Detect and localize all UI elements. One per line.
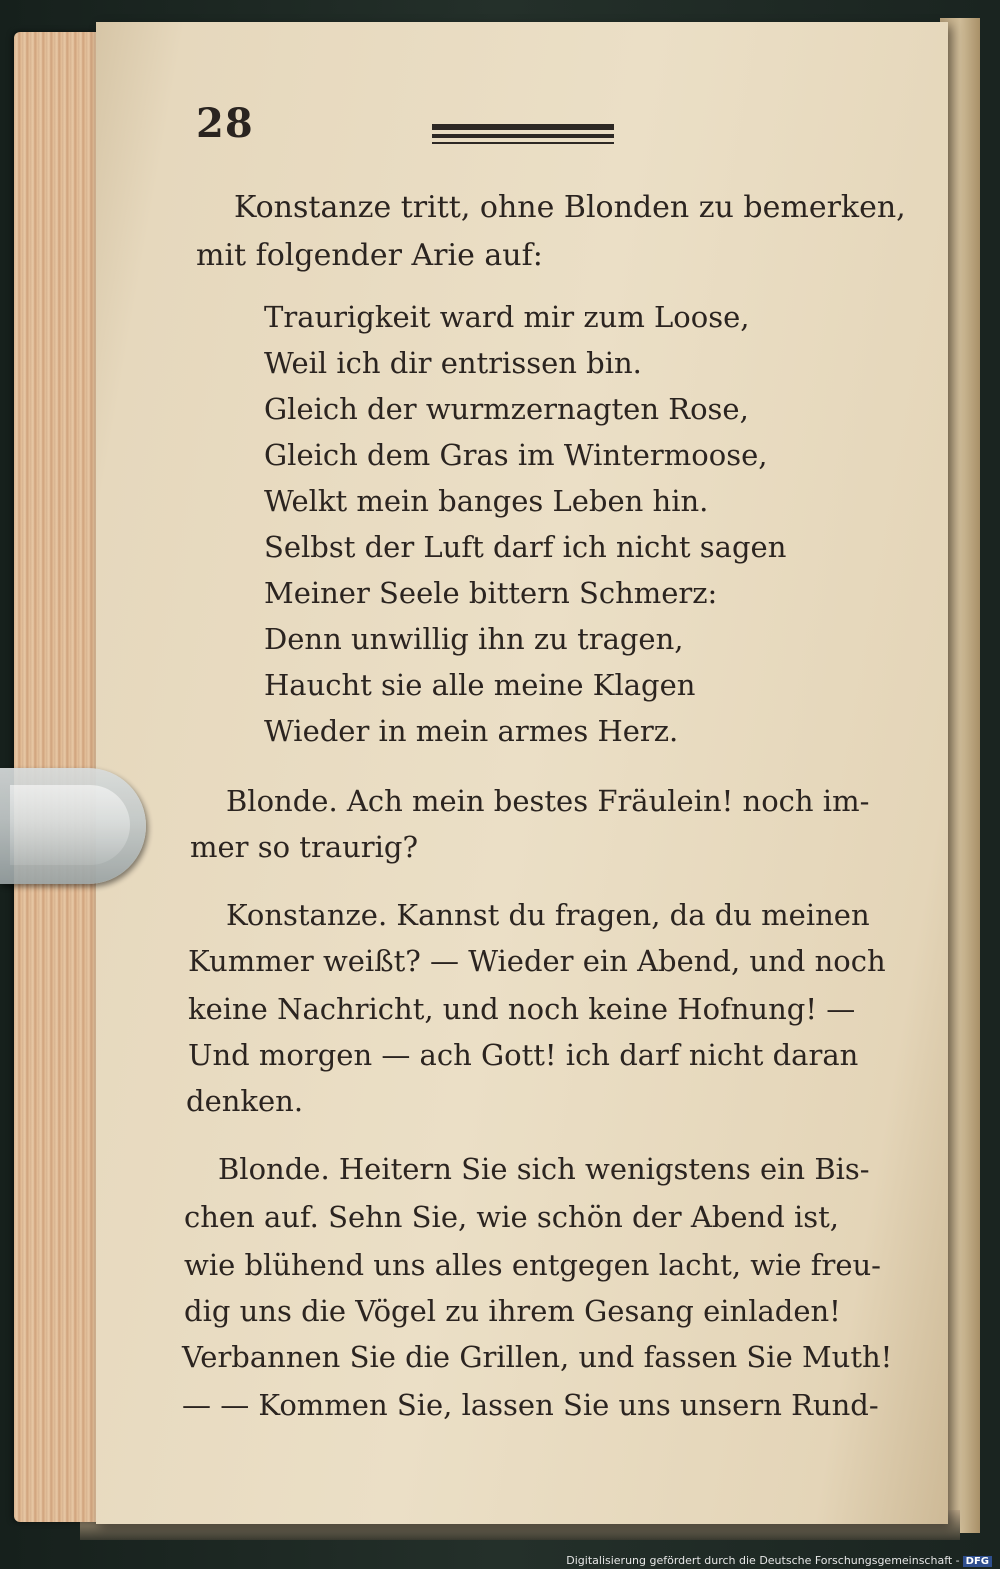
digitization-credit [566,1554,992,1567]
aria-line-8: Denn unwillig ihn zu tragen, [264,622,684,656]
dialogue-konstanze-line-5: denken. [186,1084,304,1118]
dialogue-blonde-1-line-2: mer so traurig? [190,830,419,864]
page-clip-highlight [10,785,130,865]
stage-direction-line-2: mit folgender Arie auf: [196,238,543,273]
dialogue-blonde-2-line-3: wie blühend uns alles entgegen lacht, wie freu- [184,1248,881,1282]
dialogue-konstanze-line-3: keine Nachricht, und noch keine Hofnung! — [188,992,856,1026]
credit-text: Digitalisierung gefördert durch die Deutsche Forschungsgemeinschaft - [566,1554,960,1567]
page-number: 28 [196,100,254,147]
aria-line-10: Wieder in mein armes Herz. [264,714,679,748]
aria-line-6: Selbst der Luft darf ich nicht sagen [264,530,787,564]
aria-line-2: Weil ich dir entrissen bin. [264,346,642,380]
dfg-logo: DFG [963,1556,992,1567]
aria-line-1: Traurigkeit ward mir zum Loose, [264,300,750,334]
header-rule [432,124,614,150]
dialogue-konstanze-line-4: Und morgen — ach Gott! ich darf nicht daran [188,1038,859,1072]
stage-direction-line-1: Konstanze tritt, ohne Blonden zu bemerken, [234,190,906,225]
dialogue-konstanze-line-2: Kummer weißt? — Wieder ein Abend, und noch [188,944,886,978]
aria-line-9: Haucht sie alle meine Klagen [264,668,696,702]
aria-line-3: Gleich der wurmzernagten Rose, [264,392,749,426]
aria-line-7: Meiner Seele bittern Schmerz: [264,576,718,610]
dialogue-blonde-2-line-1: Blonde. Heitern Sie sich wenigstens ein Bis- [218,1152,870,1186]
aria-line-4: Gleich dem Gras im Wintermoose, [264,438,768,472]
dialogue-konstanze-line-1: Konstanze. Kannst du fragen, da du meinen [226,898,870,932]
dialogue-blonde-1-line-1: Blonde. Ach mein bestes Fräulein! noch im- [226,784,870,818]
dialogue-blonde-2-line-6: — — Kommen Sie, lassen Sie uns unsern Rund- [182,1388,879,1422]
dialogue-blonde-2-line-5: Verbannen Sie die Grillen, und fassen Sie Muth! [182,1340,893,1374]
dialogue-blonde-2-line-2: chen auf. Sehn Sie, wie schön der Abend ist, [184,1200,840,1234]
aria-line-5: Welkt mein banges Leben hin. [264,484,709,518]
dialogue-blonde-2-line-4: dig uns die Vögel zu ihrem Gesang einladen! [184,1294,841,1328]
